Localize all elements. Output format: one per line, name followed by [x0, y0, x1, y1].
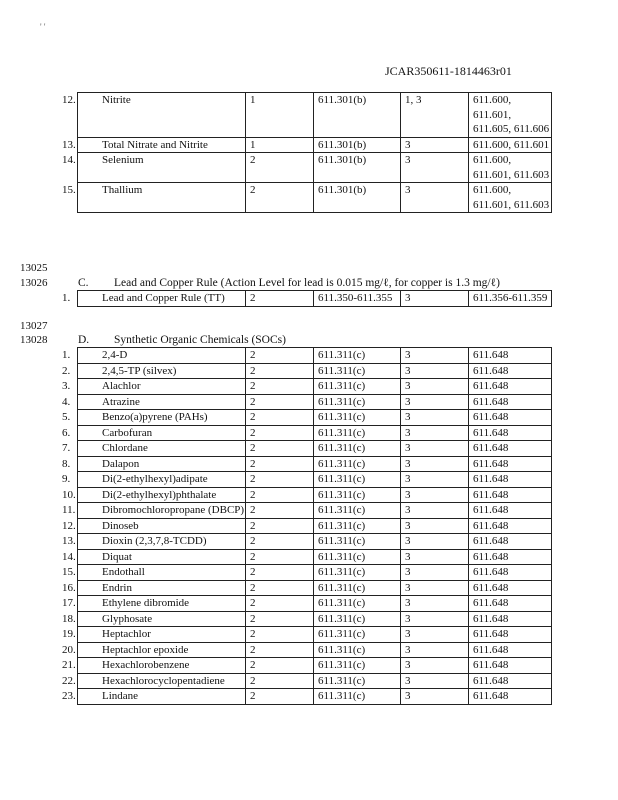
table-row [78, 596, 552, 612]
reference-cell: 3 [401, 363, 469, 379]
tier-cell: 1 [246, 137, 314, 153]
row-number: 20. [62, 643, 76, 656]
section-reference-cell: 611.648 [469, 689, 552, 705]
row-number: 9. [62, 473, 71, 485]
contaminant-name: Diquat [102, 550, 132, 563]
contaminant-label [62, 426, 245, 441]
row-number: 4. [62, 395, 71, 408]
contaminant-cell [62, 487, 246, 503]
tier-cell: 2 [246, 689, 314, 705]
reference-cell: 3 [401, 518, 469, 534]
monitoring-section-cell: 611.311(c) [314, 410, 401, 426]
section-reference-cell: 611.648 [469, 503, 552, 519]
reference-cell: 3 [401, 183, 469, 213]
row-number: 14. [62, 154, 76, 166]
section-d-heading [78, 334, 286, 346]
contaminant-cell [62, 580, 246, 596]
contaminant-cell [62, 183, 246, 213]
contaminant-label [62, 596, 245, 611]
contaminant-name: Heptachlor [102, 628, 151, 640]
reference-cell: 3 [401, 291, 469, 307]
contaminant-name: Di(2-ethylhexyl)phthalate [102, 488, 217, 501]
contaminant-label [62, 550, 245, 565]
contaminant-label [62, 612, 245, 627]
tier-cell: 2 [246, 673, 314, 689]
tier-cell: 2 [246, 503, 314, 519]
section-reference-cell: 611.648 [469, 379, 552, 395]
reference-cell: 3 [401, 487, 469, 503]
monitoring-section-cell: 611.311(c) [314, 673, 401, 689]
contaminant-name: Benzo(a)pyrene (PAHs) [102, 411, 208, 423]
tier-cell: 2 [246, 394, 314, 410]
monitoring-section-cell: 611.301(b) [314, 183, 401, 213]
tier-cell: 2 [246, 596, 314, 612]
section-reference-cell: 611.648 [469, 441, 552, 457]
section-reference-cell: 611.648 [469, 363, 552, 379]
row-number: 8. [62, 457, 71, 470]
monitoring-section-cell: 611.311(c) [314, 580, 401, 596]
contaminant-name: Selenium [102, 154, 144, 166]
contaminant-name: Heptachlor epoxide [102, 643, 189, 656]
contaminant-label [62, 183, 245, 198]
section-reference-cell: 611.600, 611.601, 611.603 [469, 183, 552, 213]
monitoring-section-cell: 611.311(c) [314, 456, 401, 472]
table-row [78, 549, 552, 565]
section-reference-cell: 611.648 [469, 642, 552, 658]
row-number: 21. [62, 659, 76, 671]
monitoring-section-cell: 611.301(b) [314, 153, 401, 183]
table-row [78, 503, 552, 519]
reference-cell: 3 [401, 425, 469, 441]
tier-cell: 2 [246, 441, 314, 457]
tier-cell: 2 [246, 379, 314, 395]
section-reference-cell: 611.648 [469, 394, 552, 410]
row-number: 6. [62, 426, 71, 439]
contaminant-name: Glyphosate [102, 612, 153, 625]
contaminant-cell [62, 137, 246, 153]
line-number: 13025 [20, 262, 48, 274]
reference-cell: 3 [401, 627, 469, 643]
contaminant-label [62, 534, 245, 549]
row-number: 19. [62, 628, 76, 640]
row-number: 1. [62, 292, 71, 304]
contaminant-label [62, 581, 245, 596]
section-reference-cell: 611.648 [469, 456, 552, 472]
table-row [78, 642, 552, 658]
contaminant-name: Lindane [102, 690, 139, 702]
contaminant-name: Thallium [102, 184, 143, 196]
contaminant-name: Lead and Copper Rule (TT) [102, 292, 225, 304]
table-row [78, 487, 552, 503]
section-reference-cell: 611.648 [469, 534, 552, 550]
reference-cell: 3 [401, 596, 469, 612]
contaminant-label [62, 395, 245, 410]
tier-cell: 2 [246, 456, 314, 472]
section-reference-cell: 611.648 [469, 565, 552, 581]
contaminant-label [62, 503, 245, 518]
monitoring-section-cell: 611.311(c) [314, 611, 401, 627]
contaminant-cell [62, 425, 246, 441]
reference-cell: 3 [401, 565, 469, 581]
tier-cell: 2 [246, 348, 314, 364]
row-number: 13. [62, 535, 76, 547]
monitoring-section-cell: 611.311(c) [314, 503, 401, 519]
line-number: 13027 [20, 320, 48, 332]
section-d-title: Synthetic Organic Chemicals (SOCs) [114, 334, 286, 346]
section-reference-cell: 611.648 [469, 627, 552, 643]
section-reference-cell: 611.648 [469, 425, 552, 441]
tier-cell: 2 [246, 534, 314, 550]
contaminant-name: Endrin [102, 581, 132, 594]
contaminant-label [62, 93, 245, 108]
contaminant-cell [62, 363, 246, 379]
tier-cell: 1 [246, 93, 314, 138]
contaminant-name: Dibromochloropropane (DBCP) [102, 504, 245, 516]
table-row [78, 472, 552, 488]
contaminant-label [62, 441, 245, 456]
contaminant-cell [62, 441, 246, 457]
section-reference-cell: 611.648 [469, 410, 552, 426]
table-row [78, 689, 552, 705]
contaminant-name: Nitrite [102, 94, 131, 106]
section-reference-cell: 611.648 [469, 549, 552, 565]
table-row [78, 611, 552, 627]
monitoring-section-cell: 611.311(c) [314, 487, 401, 503]
contaminant-name: Ethylene dibromide [102, 597, 190, 609]
contaminant-label [62, 138, 245, 153]
monitoring-section-cell: 611.301(b) [314, 93, 401, 138]
section-d-letter: D. [78, 334, 90, 346]
contaminant-label [62, 519, 245, 534]
contaminant-name: 2,4-D [102, 349, 128, 361]
row-number: 14. [62, 550, 76, 563]
contaminant-cell [62, 689, 246, 705]
reference-cell: 3 [401, 673, 469, 689]
section-reference-cell: 611.648 [469, 580, 552, 596]
row-number: 12. [62, 94, 76, 106]
monitoring-section-cell: 611.311(c) [314, 379, 401, 395]
section-c-title: Lead and Copper Rule (Action Level for lead is 0.015 mg/ℓ, for copper is 1.3 mg/ℓ) [114, 277, 500, 289]
contaminant-cell [62, 153, 246, 183]
row-number: 22. [62, 674, 76, 687]
contaminant-cell [62, 596, 246, 612]
monitoring-section-cell: 611.311(c) [314, 565, 401, 581]
reference-cell: 3 [401, 658, 469, 674]
reference-cell: 3 [401, 642, 469, 658]
tier-cell: 2 [246, 363, 314, 379]
monitoring-section-cell: 611.311(c) [314, 596, 401, 612]
contaminant-label [62, 472, 245, 487]
monitoring-section-cell: 611.311(c) [314, 689, 401, 705]
table-row [78, 93, 552, 138]
table-row [78, 673, 552, 689]
reference-cell: 3 [401, 153, 469, 183]
contaminant-label [62, 643, 245, 658]
table-row [78, 394, 552, 410]
table-row [78, 410, 552, 426]
tier-cell: 2 [246, 611, 314, 627]
contaminant-name: Total Nitrate and Nitrite [102, 138, 208, 151]
soc-table [62, 347, 552, 705]
row-number: 18. [62, 612, 76, 625]
contaminant-cell [62, 611, 246, 627]
reference-cell: 3 [401, 137, 469, 153]
contaminant-name: Alachlor [102, 380, 141, 392]
page-marks: ' ' [40, 22, 46, 32]
contaminant-cell [62, 394, 246, 410]
monitoring-section-cell: 611.311(c) [314, 518, 401, 534]
row-number: 1. [62, 349, 71, 361]
monitoring-section-cell: 611.311(c) [314, 658, 401, 674]
contaminant-label [62, 291, 245, 306]
tier-cell: 2 [246, 565, 314, 581]
reference-cell: 3 [401, 534, 469, 550]
contaminant-name: Endothall [102, 566, 145, 578]
table-row [78, 658, 552, 674]
section-reference-cell: 611.648 [469, 487, 552, 503]
contaminant-name: Chlordane [102, 442, 148, 454]
monitoring-section-cell: 611.311(c) [314, 472, 401, 488]
contaminant-cell [62, 93, 246, 138]
row-number: 7. [62, 442, 71, 454]
contaminant-name: Dinoseb [102, 519, 139, 532]
contaminant-cell [62, 291, 246, 307]
contaminant-name: Di(2-ethylhexyl)adipate [102, 473, 208, 485]
tier-cell: 2 [246, 183, 314, 213]
table-row [78, 363, 552, 379]
contaminant-label [62, 658, 245, 673]
reference-cell: 3 [401, 580, 469, 596]
row-number: 15. [62, 184, 76, 196]
section-reference-cell: 611.648 [469, 348, 552, 364]
table-row [78, 425, 552, 441]
contaminant-label [62, 153, 245, 168]
table-row [78, 379, 552, 395]
contaminant-label [62, 364, 245, 379]
reference-cell: 3 [401, 503, 469, 519]
contaminant-cell [62, 456, 246, 472]
table-row [78, 534, 552, 550]
line-number: 13026 [20, 277, 48, 289]
table-row [78, 137, 552, 153]
reference-cell: 3 [401, 689, 469, 705]
table-row [78, 153, 552, 183]
row-number: 3. [62, 380, 71, 392]
tier-cell: 2 [246, 410, 314, 426]
table-row [78, 518, 552, 534]
monitoring-section-cell: 611.311(c) [314, 363, 401, 379]
reference-cell: 1, 3 [401, 93, 469, 138]
reference-cell: 3 [401, 348, 469, 364]
monitoring-section-cell: 611.301(b) [314, 137, 401, 153]
tier-cell: 2 [246, 291, 314, 307]
contaminant-label [62, 627, 245, 642]
contaminant-name: Hexachlorocyclopentadiene [102, 674, 225, 687]
row-number: 16. [62, 581, 76, 594]
row-number: 11. [62, 504, 76, 516]
monitoring-section-cell: 611.311(c) [314, 394, 401, 410]
tier-cell: 2 [246, 518, 314, 534]
tier-cell: 2 [246, 425, 314, 441]
contaminant-cell [62, 503, 246, 519]
contaminant-label [62, 379, 245, 394]
row-number: 17. [62, 597, 76, 609]
table-row [78, 441, 552, 457]
contaminant-cell [62, 627, 246, 643]
contaminant-name: 2,4,5-TP (silvex) [102, 364, 177, 377]
table-row [78, 456, 552, 472]
contaminant-cell [62, 673, 246, 689]
contaminant-label [62, 457, 245, 472]
tier-cell: 2 [246, 658, 314, 674]
monitoring-section-cell: 611.311(c) [314, 441, 401, 457]
row-number: 2. [62, 364, 71, 377]
table-row [78, 565, 552, 581]
monitoring-section-cell: 611.311(c) [314, 549, 401, 565]
row-number: 10. [62, 488, 76, 501]
contaminant-cell [62, 379, 246, 395]
section-reference-cell: 611.648 [469, 673, 552, 689]
reference-cell: 3 [401, 611, 469, 627]
contaminant-label [62, 488, 245, 503]
reference-cell: 3 [401, 456, 469, 472]
contaminant-cell [62, 348, 246, 364]
section-reference-cell: 611.648 [469, 518, 552, 534]
tier-cell: 2 [246, 153, 314, 183]
row-number: 5. [62, 411, 71, 423]
contaminant-label [62, 410, 245, 425]
inorganic-table [62, 92, 552, 213]
row-number: 15. [62, 566, 76, 578]
tier-cell: 2 [246, 549, 314, 565]
monitoring-section-cell: 611.350-611.355 [314, 291, 401, 307]
tier-cell: 2 [246, 580, 314, 596]
tier-cell: 2 [246, 487, 314, 503]
contaminant-cell [62, 410, 246, 426]
reference-cell: 3 [401, 472, 469, 488]
row-number: 23. [62, 690, 76, 702]
contaminant-cell [62, 658, 246, 674]
monitoring-section-cell: 611.311(c) [314, 348, 401, 364]
contaminant-cell [62, 549, 246, 565]
section-reference-cell: 611.648 [469, 611, 552, 627]
contaminant-name: Atrazine [102, 395, 140, 408]
monitoring-section-cell: 611.311(c) [314, 534, 401, 550]
contaminant-label [62, 348, 245, 363]
contaminant-name: Dioxin (2,3,7,8-TCDD) [102, 535, 207, 547]
section-reference-cell: 611.648 [469, 472, 552, 488]
row-number: 12. [62, 519, 76, 532]
section-reference-cell: 611.600, 611.601 [469, 137, 552, 153]
reference-cell: 3 [401, 441, 469, 457]
reference-cell: 3 [401, 410, 469, 426]
contaminant-label [62, 565, 245, 580]
tier-cell: 2 [246, 642, 314, 658]
table-row [78, 183, 552, 213]
line-number: 13028 [20, 334, 48, 346]
document-id: JCAR350611-1814463r01 [385, 64, 512, 78]
row-number: 13. [62, 138, 76, 151]
contaminant-cell [62, 518, 246, 534]
contaminant-cell [62, 534, 246, 550]
contaminant-name: Dalapon [102, 457, 140, 470]
monitoring-section-cell: 611.311(c) [314, 425, 401, 441]
section-reference-cell: 611.356-611.359 [469, 291, 552, 307]
section-reference-cell: 611.600, 611.601, 611.603 [469, 153, 552, 183]
monitoring-section-cell: 611.311(c) [314, 627, 401, 643]
contaminant-name: Hexachlorobenzene [102, 659, 190, 671]
tier-cell: 2 [246, 472, 314, 488]
tier-cell: 2 [246, 627, 314, 643]
section-c-heading [78, 277, 500, 289]
section-reference-cell: 611.648 [469, 596, 552, 612]
reference-cell: 3 [401, 394, 469, 410]
contaminant-cell [62, 472, 246, 488]
reference-cell: 3 [401, 379, 469, 395]
contaminant-cell [62, 565, 246, 581]
contaminant-label [62, 689, 245, 704]
table-row [78, 627, 552, 643]
monitoring-section-cell: 611.311(c) [314, 642, 401, 658]
section-c-letter: C. [78, 277, 89, 289]
table-row [78, 291, 552, 307]
table-row [78, 580, 552, 596]
contaminant-label [62, 674, 245, 689]
reference-cell: 3 [401, 549, 469, 565]
section-reference-cell: 611.600, 611.601, 611.605, 611.606 [469, 93, 552, 138]
table-row [78, 348, 552, 364]
contaminant-cell [62, 642, 246, 658]
lead-copper-table [62, 290, 552, 307]
section-reference-cell: 611.648 [469, 658, 552, 674]
contaminant-name: Carbofuran [102, 426, 153, 439]
